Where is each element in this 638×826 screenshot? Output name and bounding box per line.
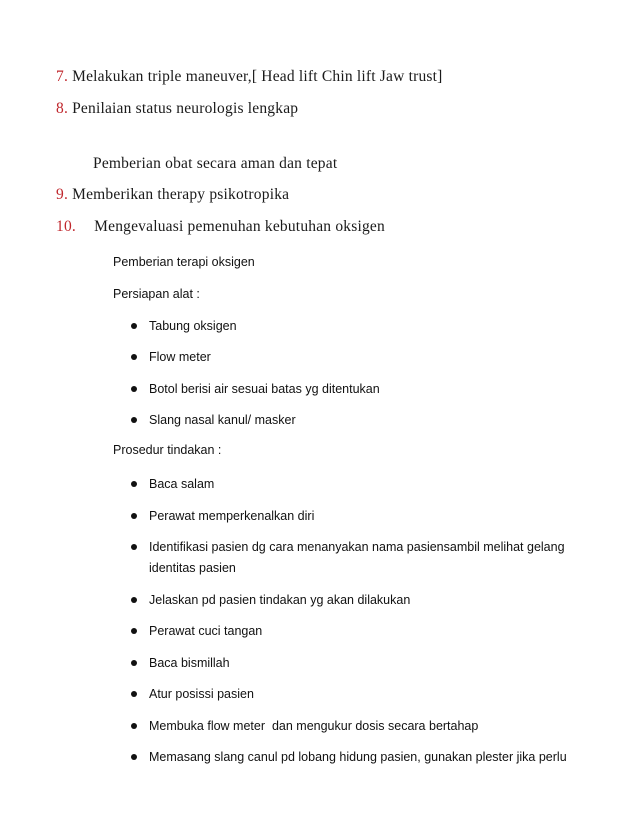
item-number: 8. [56,100,69,117]
bullet-icon [131,386,137,392]
item-text: Mengevaluasi pemenuhan kebutuhan oksigen [94,218,385,235]
bullet-icon [131,660,137,666]
procedure-list-item: Perawat memperkenalkan diri [131,506,314,527]
procedure-heading: Prosedur tindakan : [113,443,222,457]
numbered-item-9 [56,186,289,204]
subheading: Pemberian obat secara aman dan tepat [93,155,338,172]
bullet-icon [131,754,137,760]
prep-heading: Persiapan alat : [113,287,200,301]
prep-list-item: Flow meter [131,347,211,368]
bullet-icon [131,513,137,519]
item-number: 9. [56,186,69,203]
item-text: Memberikan therapy psikotropika [72,186,290,203]
bullet-icon [131,354,137,360]
item-text: Melakukan triple maneuver,[ Head lift Chin lift Jaw trust] [72,68,443,85]
section-title: Pemberian terapi oksigen [113,255,255,269]
item-number: 10. [56,218,76,235]
procedure-list-item: Baca bismillah [131,653,230,674]
bullet-icon [131,723,137,729]
numbered-item-10 [56,218,385,236]
prep-list-item: Slang nasal kanul/ masker [131,410,296,431]
prep-list-item: Botol berisi air sesuai batas yg ditentukan [131,379,380,400]
item-number: 7. [56,68,69,85]
item-text: Penilaian status neurologis lengkap [72,100,299,117]
bullet-icon [131,628,137,634]
prep-list-item: Tabung oksigen [131,316,237,337]
bullet-icon [131,323,137,329]
bullet-icon [131,691,137,697]
procedure-list-item: Atur posissi pasien [131,684,254,705]
bullet-icon [131,597,137,603]
procedure-list-item: Jelaskan pd pasien tindakan yg akan dilakukan [131,590,410,611]
numbered-item-7 [56,68,443,86]
procedure-list-item: Baca salam [131,474,214,495]
procedure-list-item: Memasang slang canul pd lobang hidung pasien, gunakan plester jika perlu [131,747,567,768]
procedure-list-item: Perawat cuci tangan [131,621,262,642]
procedure-list-item: Membuka flow meter dan mengukur dosis secara bertahap [131,716,478,737]
procedure-list-item: Identifikasi pasien dg cara menanyakan nama pasiensambil melihat gelang identitas pasien [131,537,565,579]
numbered-item-8 [56,100,298,118]
bullet-icon [131,417,137,423]
bullet-icon [131,544,137,550]
bullet-icon [131,481,137,487]
